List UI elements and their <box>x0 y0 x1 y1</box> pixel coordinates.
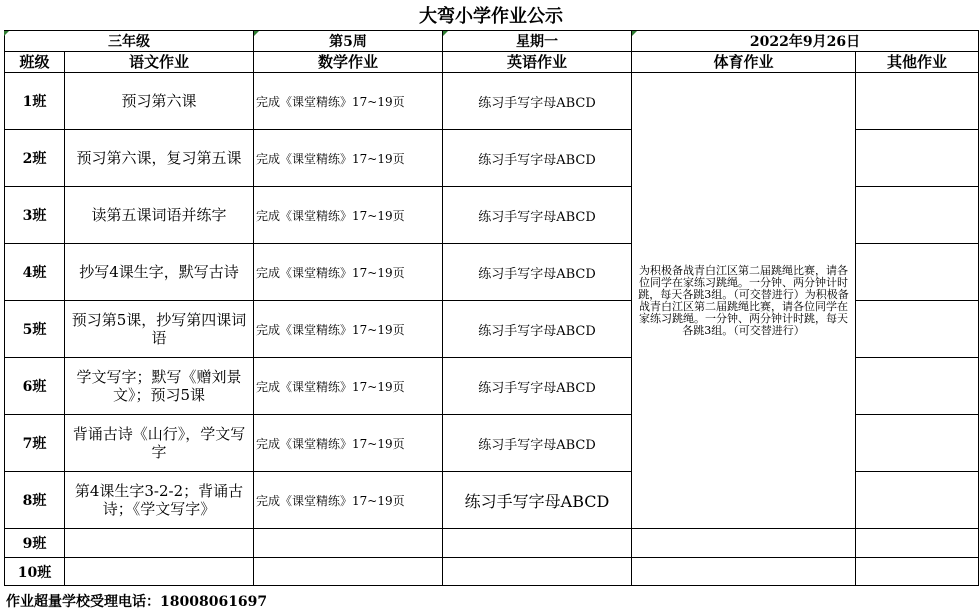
class-cell[interactable]: 1班 <box>5 73 65 130</box>
table-row <box>5 73 979 130</box>
english-cell[interactable]: 练习手写字母ABCD <box>443 244 632 301</box>
other-cell[interactable] <box>856 358 979 415</box>
chinese-cell[interactable] <box>65 558 254 586</box>
class-cell[interactable]: 8班 <box>5 472 65 529</box>
date-cell[interactable]: 2022年9月26日 <box>632 31 979 52</box>
complaint-hotline: 作业超量学校受理电话：18008061697 <box>6 594 268 610</box>
english-cell[interactable]: 练习手写字母ABCD <box>443 358 632 415</box>
grade-cell[interactable]: 三年级 <box>5 31 254 52</box>
comment-marker-icon <box>632 31 637 36</box>
table-row <box>5 558 979 586</box>
info-row <box>5 31 979 52</box>
class-cell[interactable]: 6班 <box>5 358 65 415</box>
header-chinese[interactable]: 语文作业 <box>65 52 254 73</box>
class-cell[interactable]: 9班 <box>5 529 65 558</box>
other-cell[interactable] <box>856 130 979 187</box>
english-cell[interactable]: 练习手写字母ABCD <box>443 130 632 187</box>
class-cell[interactable]: 4班 <box>5 244 65 301</box>
math-cell[interactable]: 完成《课堂精练》17~19页 <box>254 130 443 187</box>
chinese-cell[interactable] <box>65 529 254 558</box>
english-cell[interactable]: 练习手写字母ABCD <box>443 415 632 472</box>
english-cell[interactable]: 练习手写字母ABCD <box>443 472 632 529</box>
chinese-cell[interactable]: 抄写4课生字，默写古诗 <box>65 244 254 301</box>
comment-marker-icon <box>443 31 448 36</box>
header-class[interactable]: 班级 <box>5 52 65 73</box>
weekday-cell[interactable]: 星期一 <box>443 31 632 52</box>
other-cell[interactable] <box>856 244 979 301</box>
chinese-cell[interactable]: 预习第六课 <box>65 73 254 130</box>
pe-cell-empty[interactable] <box>632 529 856 558</box>
math-cell[interactable]: 完成《课堂精练》17~19页 <box>254 358 443 415</box>
class-cell[interactable]: 3班 <box>5 187 65 244</box>
chinese-cell[interactable]: 学文写字；默写《赠刘景文》；预习5课 <box>65 358 254 415</box>
math-cell[interactable]: 完成《课堂精练》17~19页 <box>254 187 443 244</box>
other-cell[interactable] <box>856 187 979 244</box>
other-cell[interactable] <box>856 301 979 358</box>
other-cell[interactable] <box>856 472 979 529</box>
math-cell[interactable] <box>254 558 443 586</box>
other-cell[interactable] <box>856 558 979 586</box>
sheet-title: 大弯小学作业公示 <box>419 6 563 27</box>
chinese-cell[interactable]: 背诵古诗《山行》，学文写字 <box>65 415 254 472</box>
math-cell[interactable]: 完成《课堂精练》17~19页 <box>254 244 443 301</box>
math-cell[interactable] <box>254 529 443 558</box>
chinese-cell[interactable]: 读第五课词语并练字 <box>65 187 254 244</box>
chinese-cell[interactable]: 预习第5课，抄写第四课词语 <box>65 301 254 358</box>
header-english[interactable]: 英语作业 <box>443 52 632 73</box>
header-math[interactable]: 数学作业 <box>254 52 443 73</box>
class-cell[interactable]: 10班 <box>5 558 65 586</box>
comment-marker-icon <box>254 31 259 36</box>
other-cell[interactable] <box>856 529 979 558</box>
comment-marker-icon <box>4 31 9 36</box>
header-other[interactable]: 其他作业 <box>856 52 979 73</box>
english-cell[interactable] <box>443 529 632 558</box>
english-cell[interactable]: 练习手写字母ABCD <box>443 187 632 244</box>
table-row <box>5 529 979 558</box>
chinese-cell[interactable]: 第4课生字3-2-2；背诵古诗；《学文写字》 <box>65 472 254 529</box>
pe-cell[interactable]: 为积极备战青白江区第二届跳绳比赛，请各位同学在家练习跳绳。一分钟、两分钟计时跳，每天各跳3组。（可交替进行）为积极备战青白江区第二届跳绳比赛，请各位同学在家练习跳绳。一分钟、两分钟计时跳，每天各跳3组。（可交替进行） <box>632 73 856 529</box>
pe-cell-empty[interactable] <box>632 558 856 586</box>
header-pe[interactable]: 体育作业 <box>632 52 856 73</box>
header-row <box>5 52 979 73</box>
math-cell[interactable]: 完成《课堂精练》17~19页 <box>254 73 443 130</box>
class-cell[interactable]: 2班 <box>5 130 65 187</box>
other-cell[interactable] <box>856 73 979 130</box>
class-cell[interactable]: 5班 <box>5 301 65 358</box>
math-cell[interactable]: 完成《课堂精练》17~19页 <box>254 472 443 529</box>
week-cell[interactable]: 第5周 <box>254 31 443 52</box>
other-cell[interactable] <box>856 415 979 472</box>
class-cell[interactable]: 7班 <box>5 415 65 472</box>
english-cell[interactable]: 练习手写字母ABCD <box>443 301 632 358</box>
english-cell[interactable]: 练习手写字母ABCD <box>443 73 632 130</box>
math-cell[interactable]: 完成《课堂精练》17~19页 <box>254 415 443 472</box>
math-cell[interactable]: 完成《课堂精练》17~19页 <box>254 301 443 358</box>
english-cell[interactable] <box>443 558 632 586</box>
homework-table <box>4 30 979 586</box>
chinese-cell[interactable]: 预习第六课，复习第五课 <box>65 130 254 187</box>
